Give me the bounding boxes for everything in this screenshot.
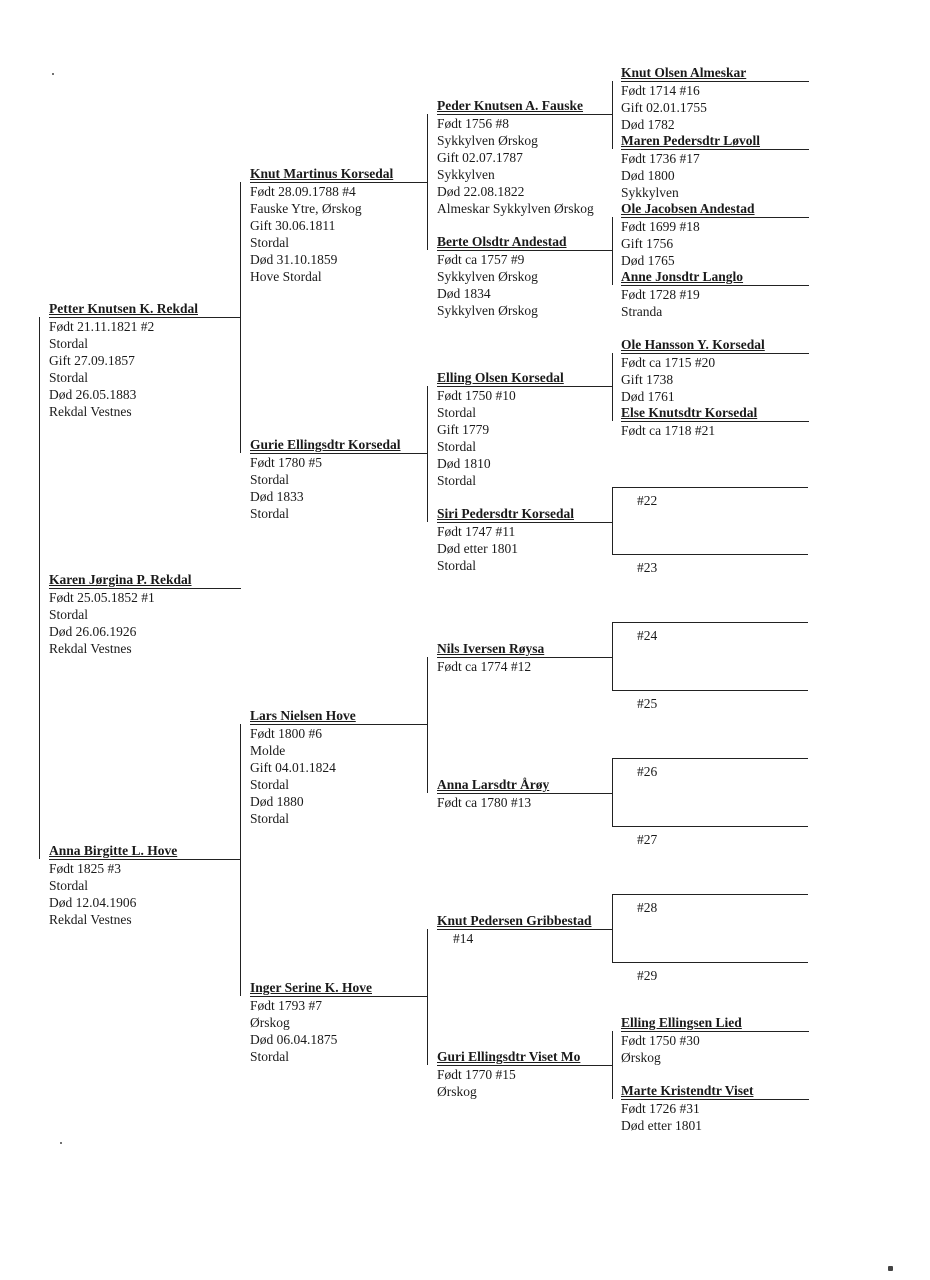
person-detail: Født 1726 #31 (621, 1101, 700, 1116)
person-detail: Ørskog (437, 1084, 477, 1099)
person-name: Siri Pedersdtr Korsedal (437, 505, 612, 523)
person-detail: Sykkylven Ørskog (437, 303, 538, 318)
person-name: Elling Olsen Korsedal (437, 369, 612, 387)
person-detail: Død 26.06.1926 (49, 624, 137, 639)
slot-number: #26 (637, 764, 658, 779)
person-detail: Gift 04.01.1824 (250, 760, 336, 775)
person-31 (621, 1082, 809, 1134)
person-15 (437, 1048, 612, 1100)
person-11 (437, 505, 612, 574)
person-detail: Født 1825 #3 (49, 861, 122, 876)
person-4 (250, 165, 427, 285)
person-detail: Stordal (437, 405, 476, 420)
person-detail: Født 28.09.1788 #4 (250, 184, 356, 199)
person-name: Ole Hansson Y. Korsedal (621, 336, 809, 354)
person-detail: Død 1765 (621, 253, 675, 268)
person-detail: Gift 27.09.1857 (49, 353, 135, 368)
person-17 (621, 132, 809, 201)
person-8 (437, 97, 612, 217)
person-name: Knut Olsen Almeskar (621, 64, 809, 82)
person-detail: Født 1793 #7 (250, 998, 323, 1013)
person-detail: Stordal (250, 777, 289, 792)
person-detail: Født ca 1774 #12 (437, 659, 532, 674)
person-20 (621, 336, 809, 405)
connector-line (39, 588, 40, 859)
person-detail: Sykkylven (437, 167, 495, 182)
person-12 (437, 640, 612, 675)
person-detail: Rekdal Vestnes (49, 641, 132, 656)
person-detail: Død 31.10.1859 (250, 252, 338, 267)
person-detail: Født 21.11.1821 #2 (49, 319, 155, 334)
person-7 (250, 979, 427, 1065)
person-name: Karen Jørgina P. Rekdal (49, 571, 241, 589)
person-name: Berte Olsdtr Andestad (437, 233, 612, 251)
person-detail: Død 1782 (621, 117, 675, 132)
person-detail: Født 1747 #11 (437, 524, 516, 539)
person-detail: Død 1833 (250, 489, 304, 504)
connector-line (612, 81, 613, 149)
slot-number: #24 (637, 628, 658, 643)
person-detail: Gift 30.06.1811 (250, 218, 336, 233)
person-detail: Hove Stordal (250, 269, 322, 284)
person-19 (621, 268, 809, 320)
person-detail: Født ca 1718 #21 (621, 423, 716, 438)
scan-speck (52, 73, 54, 75)
person-name: Gurie Ellingsdtr Korsedal (250, 436, 427, 454)
person-detail: Stordal (49, 878, 88, 893)
person-detail: Født 1750 #10 (437, 388, 516, 403)
person-2 (49, 300, 240, 420)
person-detail: Stordal (49, 370, 88, 385)
connector-line (427, 114, 428, 250)
person-name: Else Knutsdtr Korsedal (621, 404, 809, 422)
person-1 (49, 571, 241, 657)
person-30 (621, 1014, 809, 1066)
person-detail: Stordal (437, 439, 476, 454)
person-detail: Født 1770 #15 (437, 1067, 516, 1082)
person-detail: Gift 1756 (621, 236, 674, 251)
person-14 (437, 912, 612, 947)
person-detail: Død 1880 (250, 794, 304, 809)
person-name: Lars Nielsen Hove (250, 707, 427, 725)
slot-number: #29 (637, 968, 658, 983)
person-5 (250, 436, 427, 522)
person-detail: Født 1728 #19 (621, 287, 700, 302)
person-detail: Født 1780 #5 (250, 455, 323, 470)
person-detail: Født ca 1780 #13 (437, 795, 532, 810)
person-detail: Stordal (250, 472, 289, 487)
scan-speck (60, 1142, 62, 1144)
scan-speck (888, 1266, 893, 1271)
connector-line (240, 724, 241, 996)
person-detail: Født 1736 #17 (621, 151, 700, 166)
person-detail: Død 22.08.1822 (437, 184, 525, 199)
person-detail: Død 06.04.1875 (250, 1032, 338, 1047)
person-3 (49, 842, 240, 928)
person-detail: Stordal (49, 336, 88, 351)
person-detail: Gift 1738 (621, 372, 674, 387)
person-name: Anna Birgitte L. Hove (49, 842, 240, 860)
connector-line (612, 1031, 613, 1099)
person-detail: Almeskar Sykkylven Ørskog (437, 201, 594, 216)
person-name: Petter Knutsen K. Rekdal (49, 300, 240, 318)
person-detail: Gift 02.01.1755 (621, 100, 707, 115)
person-name: Anne Jonsdtr Langlo (621, 268, 809, 286)
person-detail: Rekdal Vestnes (49, 404, 132, 419)
person-detail: Stordal (437, 558, 476, 573)
person-detail: Født ca 1715 #20 (621, 355, 716, 370)
connector-line (612, 487, 613, 554)
person-detail: Sykkylven Ørskog (437, 269, 538, 284)
person-name: Marte Kristendtr Viset (621, 1082, 809, 1100)
person-detail: Født 1800 #6 (250, 726, 323, 741)
person-detail: Død 1800 (621, 168, 675, 183)
person-detail: Død 12.04.1906 (49, 895, 137, 910)
person-detail: Stordal (250, 235, 289, 250)
person-detail: Fauske Ytre, Ørskog (250, 201, 362, 216)
person-detail: Ørskog (621, 1050, 661, 1065)
person-detail: Død 1810 (437, 456, 491, 471)
person-detail: Født 1750 #30 (621, 1033, 700, 1048)
slot-number: #27 (637, 832, 658, 847)
person-detail: Død 26.05.1883 (49, 387, 137, 402)
connector-line (612, 758, 613, 826)
person-detail: Stordal (250, 1049, 289, 1064)
person-6 (250, 707, 427, 827)
person-detail: #14 (453, 931, 474, 946)
person-name: Guri Ellingsdtr Viset Mo (437, 1048, 612, 1066)
person-detail: Født 1756 #8 (437, 116, 510, 131)
person-detail: Stordal (250, 506, 289, 521)
person-detail: Født 25.05.1852 #1 (49, 590, 155, 605)
person-16 (621, 64, 809, 133)
person-18 (621, 200, 809, 269)
person-13 (437, 776, 612, 811)
person-detail: Ørskog (250, 1015, 290, 1030)
person-21 (621, 404, 809, 439)
person-detail: Rekdal Vestnes (49, 912, 132, 927)
person-name: Knut Pedersen Gribbestad (437, 912, 612, 930)
connector-line (612, 217, 613, 285)
person-detail: Død etter 1801 (437, 541, 518, 556)
person-detail: Sykkylven (621, 185, 679, 200)
person-name: Maren Pedersdtr Løvoll (621, 132, 809, 150)
person-detail: Død 1834 (437, 286, 491, 301)
connector-line (427, 929, 428, 1065)
person-detail: Stordal (250, 811, 289, 826)
connector-line (427, 657, 428, 793)
person-detail: Stranda (621, 304, 663, 319)
slot-number: #25 (637, 696, 658, 711)
connector-line (39, 317, 40, 588)
person-detail: Stordal (437, 473, 476, 488)
person-detail: Molde (250, 743, 286, 758)
person-name: Elling Ellingsen Lied (621, 1014, 809, 1032)
person-name: Ole Jacobsen Andestad (621, 200, 809, 218)
person-detail: Gift 1779 (437, 422, 490, 437)
person-detail: Død 1761 (621, 389, 675, 404)
connector-line (612, 894, 613, 962)
slot-number: #28 (637, 900, 658, 915)
connector-line (427, 386, 428, 522)
slot-number: #23 (637, 560, 658, 575)
person-detail: Født ca 1757 #9 (437, 252, 525, 267)
person-9 (437, 233, 612, 319)
person-name: Inger Serine K. Hove (250, 979, 427, 997)
slot-number: #22 (637, 493, 658, 508)
person-detail: Sykkylven Ørskog (437, 133, 538, 148)
person-name: Knut Martinus Korsedal (250, 165, 427, 183)
connector-line (612, 622, 613, 690)
connector-line (240, 182, 241, 453)
person-detail: Født 1714 #16 (621, 83, 700, 98)
person-name: Peder Knutsen A. Fauske (437, 97, 612, 115)
person-name: Anna Larsdtr Årøy (437, 776, 612, 794)
person-detail: Gift 02.07.1787 (437, 150, 523, 165)
person-10 (437, 369, 612, 489)
person-name: Nils Iversen Røysa (437, 640, 612, 658)
person-detail: Født 1699 #18 (621, 219, 700, 234)
person-detail: Død etter 1801 (621, 1118, 702, 1133)
person-detail: Stordal (49, 607, 88, 622)
connector-line (612, 353, 613, 421)
